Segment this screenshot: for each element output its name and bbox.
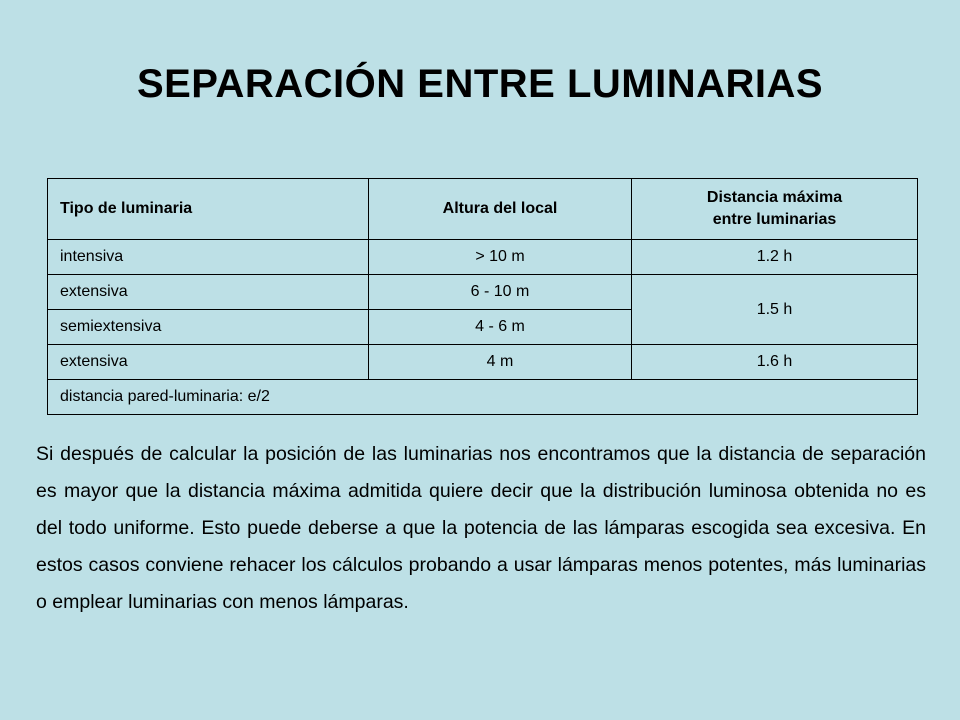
cell-height: > 10 m [369,240,632,275]
table-header-row [48,179,918,240]
cell-distance-merged: 1.5 h [632,275,918,345]
cell-type: semiextensiva [48,310,369,345]
header-distance-line1: Distancia máxima [706,189,843,206]
luminaire-spacing-table [47,178,918,415]
table-row [48,240,918,275]
explanation-paragraph: Si después de calcular la posición de las luminarias nos encontramos que la distancia de separación es mayor que la distancia máxima admitida quiere decir que la distribución luminosa obtenida no es del todo uniforme. Esto puede deberse a que la potencia de las lámparas escogida sea excesiva. En estos casos conviene rehacer los cálculos probando a usar lámparas menos potentes, más luminarias o emplear luminarias con menos lámparas. [36,443,926,613]
cell-distance: 1.6 h [632,345,918,380]
header-height: Altura del local [369,179,632,240]
wall-distance-note: distancia pared-luminaria: e/2 [48,380,918,415]
table-row [48,275,918,310]
header-type: Tipo de luminaria [48,179,369,240]
cell-height: 4 - 6 m [369,310,632,345]
table-footer-row [48,380,918,415]
cell-height: 6 - 10 m [369,275,632,310]
cell-height: 4 m [369,345,632,380]
page-title: SEPARACIÓN ENTRE LUMINARIAS [136,62,824,106]
cell-type: extensiva [48,345,369,380]
cell-distance: 1.2 h [632,240,918,275]
header-distance [632,179,918,240]
cell-type: extensiva [48,275,369,310]
cell-type: intensiva [48,240,369,275]
header-distance-line2: entre luminarias [712,211,837,228]
table-row [48,345,918,380]
